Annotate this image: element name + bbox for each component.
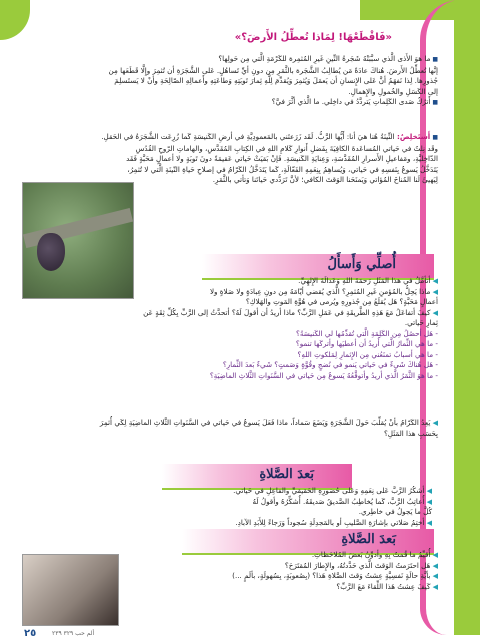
footer-code: ألم حب ٣٢٩ ٢٣٩ xyxy=(52,630,95,637)
answer-line-1: إنَّها تُعطِّلُ الأَرضَ. هُناكَ عادَةً مَن يُطالِبُ الشَّجَرة بالثَّمَرِ مِن دونِ أيِّ تَساهُلٍ. عَلى الشَّجَرَةِ أن تُثمِرَ وإِلَّا قَطَعَها مِن xyxy=(108,65,438,75)
pray-line-3: أعمالٍ مَحَبَّةٍ؟ هَل يُقلَعُ مِن جُذورِهِ ويُرمى في هُوَّةِ المَوتِ والهَلاكِ؟ xyxy=(245,297,438,306)
praying-hands-photo xyxy=(22,554,119,626)
conclude-label: ■ أَستَخلِصُ: xyxy=(397,132,438,141)
decor-green-band xyxy=(454,0,480,635)
conclude-line-4: يَتَدَخَّلُ يَسوعُ بِنَفسِهِ في حَياتي، وَيُساهِمُ بِنِعَمِهِ الفَعّالَةِ، كَما يَتَدَخَّلُ الكَرّامُ في إصلاحِ حَياةِ التّينَةِ الَّتي لا تُثمِرُ، xyxy=(127,164,438,174)
conclude-line-2: وقَد نِلتُ في حَياتي المُساعَدةَ الكافِيَةَ بِفَضلِ أَنوارِ كَلامِ اللهِ في الكِتابِ المُقَدَّسِ، والهاماتِ الرّوحِ القُدُسِ xyxy=(135,143,438,153)
vinedresser-line-2: بِحَسَبِ هذا المَثَلِ؟ xyxy=(383,428,438,438)
question-2: ■ أَترُكُ صَدى الكَلِماتِ يَتردَّدُ في داخِلي. ما الَّذي أثَّرَ فيَّ؟ xyxy=(48,97,438,109)
vinedresser-line-1: ◀ يَعِدُ الكَرّامُ بأنْ يُقلِّبَ حَولَ الشَّجَرَةِ وَيَضَعَ سَماداً، ماذا فَعَلَ يَسوعُ في حَياتي في السَّنَواتِ الثَّلاثِ الماضِيَةِ لِكَي أُثمِرَ xyxy=(48,418,438,429)
pray-line-4: ◀ كيفَ أتفاعَلُ مَعَ هَذِهِ الطَّريقَةِ في عَمَلِ الرَّبِّ؟ ماذا أريدُ أن أقولَ لَهُ؟ أتحدَّثُ إلى الرَّبِّ بِكُلِّ ثِقَةٍ عَن ثِمارِ حَياتي. xyxy=(142,308,438,329)
banner-pray-ask-label: أُصلِّي وَأَسأَلُ xyxy=(327,257,396,272)
page-content xyxy=(12,24,438,639)
after-line-3: كُلَّ ما يَجولُ في خاطِري. xyxy=(358,507,432,516)
pray-question-5: - ما هوَ الثَّمَرُ الَّذي أريدُ وأتوقَّعُهُ يَسوعُ مِن حَياتي في السَّنَواتِ الثَّلاثِ الماضِيَةِ؟ xyxy=(209,370,438,380)
conclude-line-3: الدّاخِليَّةِ، ومَفاعيلِ الأَسرارِ المُقَدَّسَةِ، وَعِنايَةِ الكَنيسَةِ. فَإنْ بَقيَتْ حَياتي عَقيمَةً دونَ تَوبَةٍ ولا أعمالٍ مَحَبَّةٍ فَقَد xyxy=(126,154,438,163)
pray-question-2: - ما هي الثِّمارُ الَّتي أُريدُ أن أعطيَها وأتركَها تنمو؟ xyxy=(295,339,438,348)
page-number: ٢٥ xyxy=(24,628,37,639)
section-conclude xyxy=(48,132,438,186)
section-vinedresser xyxy=(48,418,438,439)
section-after-prayer xyxy=(132,486,432,528)
conclude-line-5: لِيَهيئَ لَنا المُناخَ المُؤاتي وَيَمنَحَنا الوَقتَ الكافي؛ لأنَّ تَرَدُّدي حَياتَنا وَتأتي بالثَّمَرِ. xyxy=(212,175,438,184)
eval-line-1: ◀ أُقيِّمُ ما قُمتُ بِهِ وأدوِّنُ بَعضَ المُلاحَظاتِ. xyxy=(162,550,438,561)
question-1: ■ ما هوَ الأَذى الَّذي سبَّبَتْهُ شَجَرةُ التِّينِ غَيرِ المُثمِرة للكَرْمَةِ الَّتي مِن حَولِها؟ xyxy=(48,54,438,66)
after-line-1: ◀ أشكُرُ الرَّبَّ عَلى نِعَمِهِ وَعَلى حُضورِهِ الحَقيقيِّ والفاعِلِ في حَياتي. xyxy=(132,486,432,497)
conclude-line-1: التِّينَةُ هُنا هيَ أنا: أَيُّها الرَّبُّ. لَقَد زَرَعتَني بالمَعمودِيَّةِ في أرضِ الكَنيسَةِ كَما زُرِعَت الشَّجَرَةُ في الحَقلِ. xyxy=(101,132,395,141)
pray-question-3: - ما هي أسبابُ تمنَعُني مِن الإِثمارِ لِمَلكوتِ اللهِ؟ xyxy=(297,349,438,359)
section-pray xyxy=(142,276,438,381)
eval-line-4: ◀ كَيفَ عِشتُ هَذا اللِّقاءَ مَعَ الرَّبِّ؟ xyxy=(162,582,438,593)
section-question xyxy=(48,54,438,109)
pray-line-2: ◀ ماذا يَحِلُّ بالمُؤمنِ غَيرِ المُثمِرِ؟ الَّذي يُقضي أيّامَهُ مِن دونِ عِبادَةٍ ولا صَلاةٍ ولا xyxy=(142,287,438,298)
banner-after-prayer-2-label: بَعدَ الصَّلاةِ xyxy=(341,532,396,547)
fig-fruit xyxy=(37,233,65,271)
eval-line-3: ◀ بأيَّةِ حالَةٍ نَفسِيَّةٍ عِشتُ وَقتَ الصَّلاةِ هَذا؟ (بِصُعوبَةٍ، بِسُهولَةٍ، بألَمٍ ...) xyxy=(162,571,438,582)
section-evaluation xyxy=(162,550,438,592)
banner-after-prayer-1-label: بَعدَ الصَّلاةِ xyxy=(259,467,314,482)
fig-branch-photo xyxy=(22,182,134,299)
after-line-2: ◀ أُعاتِبُ الرَّبَّ، كَما يُخاطِبُ الصَّديقُ صَديقَهُ. أُشكِّرُهُ وأقولُ لَهُ xyxy=(132,497,432,508)
eval-line-2: ◀ هَل احتَرَمتُ الوَقتَ الَّذي حَدَّدتُهُ، والإِطارَ المُقتَرَحَ؟ xyxy=(162,561,438,572)
pray-line-1: ◀ أتأمَّلُ في هذا المَثَلِ رَحمَةَ اللهِ وَعَدالَةَ الإِلهِيِّ. xyxy=(142,276,438,287)
after-line-4: ◀ أختِمُ صَلاتي بإشارَةِ الصَّليبِ أو بالمَجدِلَةِ سُجوداً وَرَجاءً لِلأَبَدِ الآبادِ. xyxy=(132,518,432,529)
answer-line-2: جُذورِها. لِذا نَفهَمُ أنَّ عَلى الإِنسانِ أن يَعمَلَ وَيُثمِرَ وَيُقدِّمَ لِلَّهِ ثِمارَ تَوبَتِهِ وَطاعَتِهِ وأَعمالِهِ الصّالِحَةِ وأنْ لا يَستَسلِمَ xyxy=(114,76,438,85)
pray-question-1: - هَل أحصُلُ مِن الكَلِمَةِ الَّتي تُقدِّمُها لي الكَنيسَةُ؟ xyxy=(296,328,438,338)
page-title: «فَاقْطَعْهَا! لِمَاذا تُعطِّلُ الأَرضَ؟» xyxy=(234,32,392,43)
answer-line-3: إلى الكَسَلِ والخُمولِ والإِهمالِ. xyxy=(348,86,438,96)
pray-question-4: - هَل هُناكَ شَيءٌ في حَياتي يَنمو في نُضجٍ وقُوَّةٍ وَصَمتٍ؟ شَيءٌ بَعدَ الثِّمارِ؟ xyxy=(222,360,438,369)
